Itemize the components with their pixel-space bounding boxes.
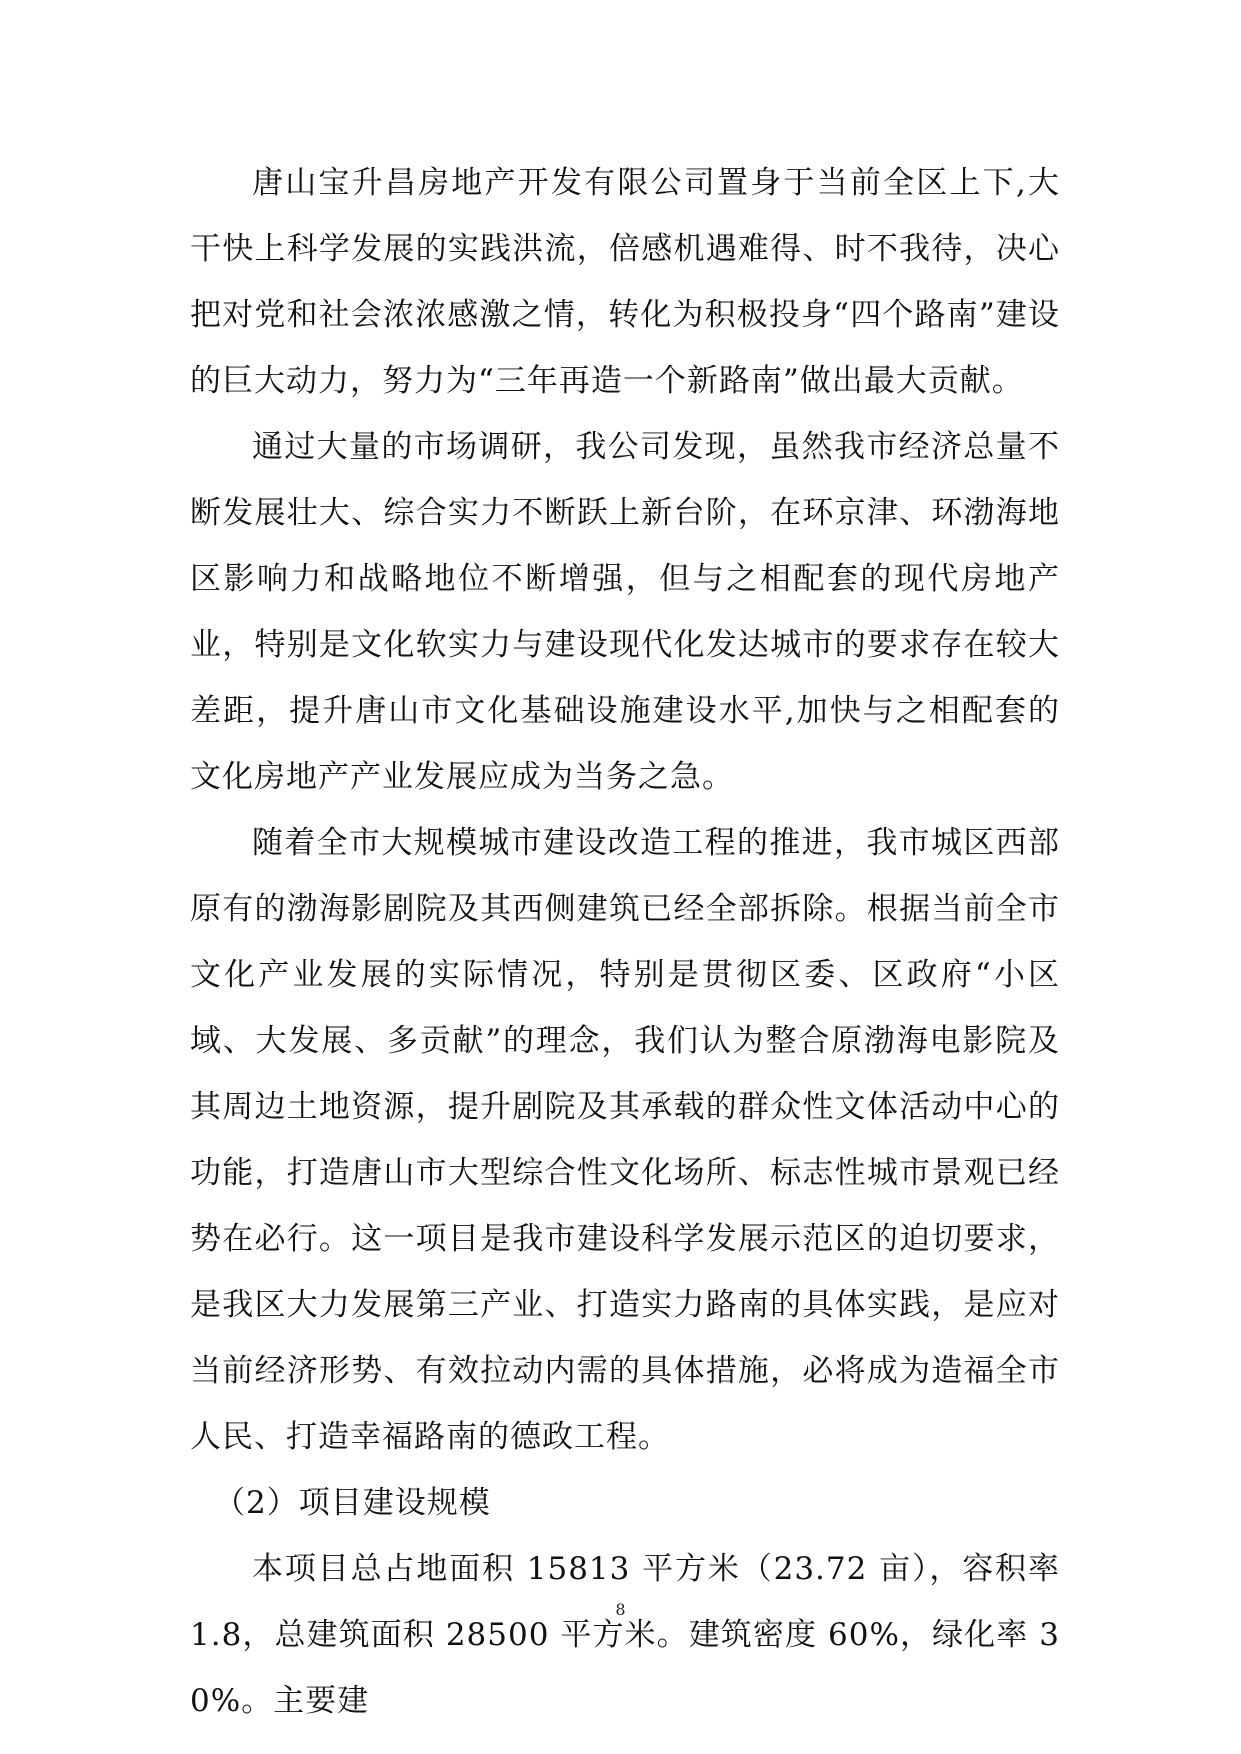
paragraph-company-commitment: 唐山宝升昌房地产开发有限公司置身于当前全区上下,大干快上科学发展的实践洪流，倍感机遇难得、时不我待，决心把对党和社会浓浓感激之情，转化为积极投身“四个路南”建设的巨大动力，努力为“三年再造一个新路南”做出最大贡献。 [190,165,1060,399]
paragraph-construction-scale: 本项目总占地面积 15813 平方米（23.72 亩），容积率 1.8，总建筑面积 28500 平方米。建筑密度 60%，绿化率 30%。主要建 [190,1551,1060,1719]
paragraph-market-research: 通过大量的市场调研，我公司发现，虽然我市经济总量不断发展壮大、综合实力不断跃上新台阶，在环京津、环渤海地区影响力和战略地位不断增强，但与之相配套的现代房地产业，特别是文化软实力与建设现代化发达城市的要求存在较大差距，提升唐山市文化基础设施建设水平,加快与之相配套的文化房地产产业发展应成为当务之急。 [190,429,1060,795]
paragraph-project-background: 随着全市大规模城市建设改造工程的推进，我市城区西部原有的渤海影剧院及其西侧建筑已经全部拆除。根据当前全市文化产业发展的实际情况，特别是贯彻区委、区政府“小区域、大发展、多贡献”的理念，我们认为整合原渤海电影院及其周边土地资源，提升剧院及其承载的群众性文体活动中心的功能，打造唐山市大型综合性文化场所、标志性城市景观已经势在必行。这一项目是我市建设科学发展示范区的迫切要求，是我区大力发展第三产业、打造实力路南的具体实践，是应对当前经济形势、有效拉动内需的具体措施，必将成为造福全市人民、打造幸福路南的德政工程。 [190,825,1060,1455]
document-body [190,150,1060,1734]
page-number: 8 [615,1600,626,1619]
section-heading-construction-scale: （2）项目建设规模 [214,1485,491,1521]
